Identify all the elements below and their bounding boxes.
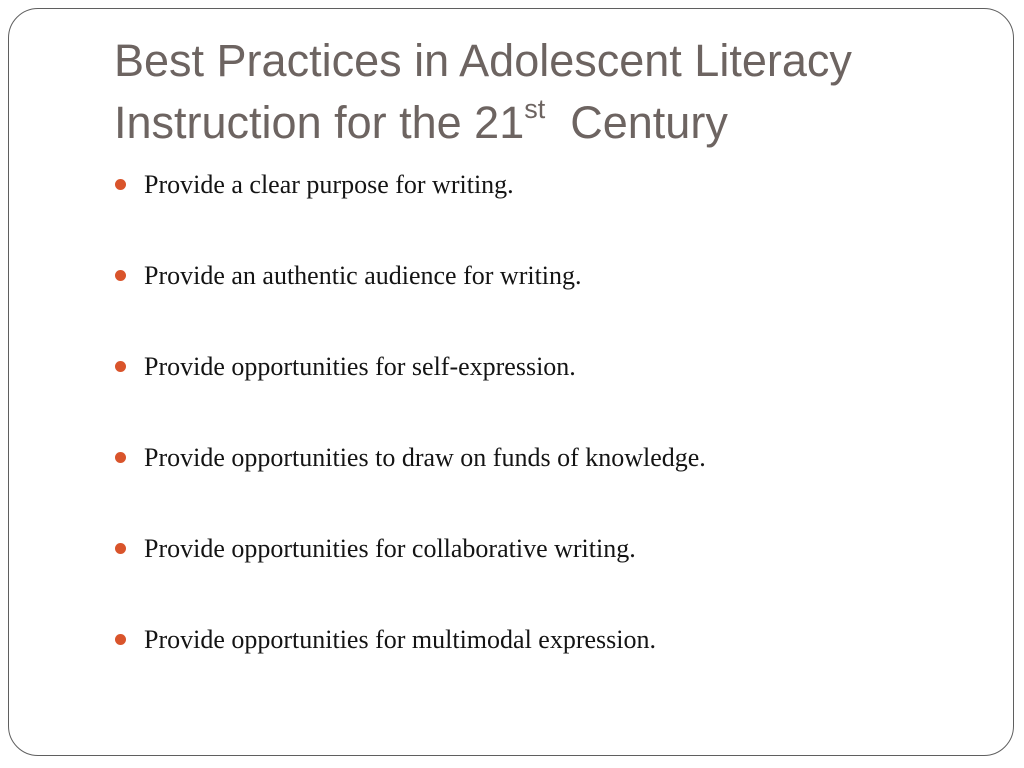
bullet-text: Provide opportunities for collaborative writing.: [144, 534, 636, 563]
bullet-text: Provide opportunities for multimodal expression.: [144, 625, 656, 654]
slide-title: [114, 30, 994, 154]
bullet-item: [114, 342, 994, 433]
title-superscript: st: [524, 94, 546, 124]
title-line-2-text: Instruction for the 21: [114, 97, 525, 148]
title-line-2-suffix: Century: [545, 97, 728, 148]
bullet-item: [114, 433, 994, 524]
bullet-dot-icon: [115, 634, 126, 645]
title-line-1: Best Practices in Adolescent Literacy: [114, 35, 852, 86]
bullet-item: [114, 615, 994, 706]
bullet-text: Provide opportunities to draw on funds of knowledge.: [144, 443, 706, 472]
bullet-item: [114, 160, 994, 251]
title-line-2: [114, 92, 994, 154]
bullet-text: Provide opportunities for self-expression.: [144, 352, 576, 381]
bullet-dot-icon: [115, 543, 126, 554]
bullet-item: [114, 251, 994, 342]
bullet-list: [114, 160, 994, 706]
bullet-dot-icon: [115, 452, 126, 463]
bullet-dot-icon: [115, 270, 126, 281]
bullet-item: [114, 524, 994, 615]
bullet-dot-icon: [115, 361, 126, 372]
bullet-text: Provide an authentic audience for writing.: [144, 261, 582, 290]
bullet-dot-icon: [115, 179, 126, 190]
bullet-text: Provide a clear purpose for writing.: [144, 170, 514, 199]
